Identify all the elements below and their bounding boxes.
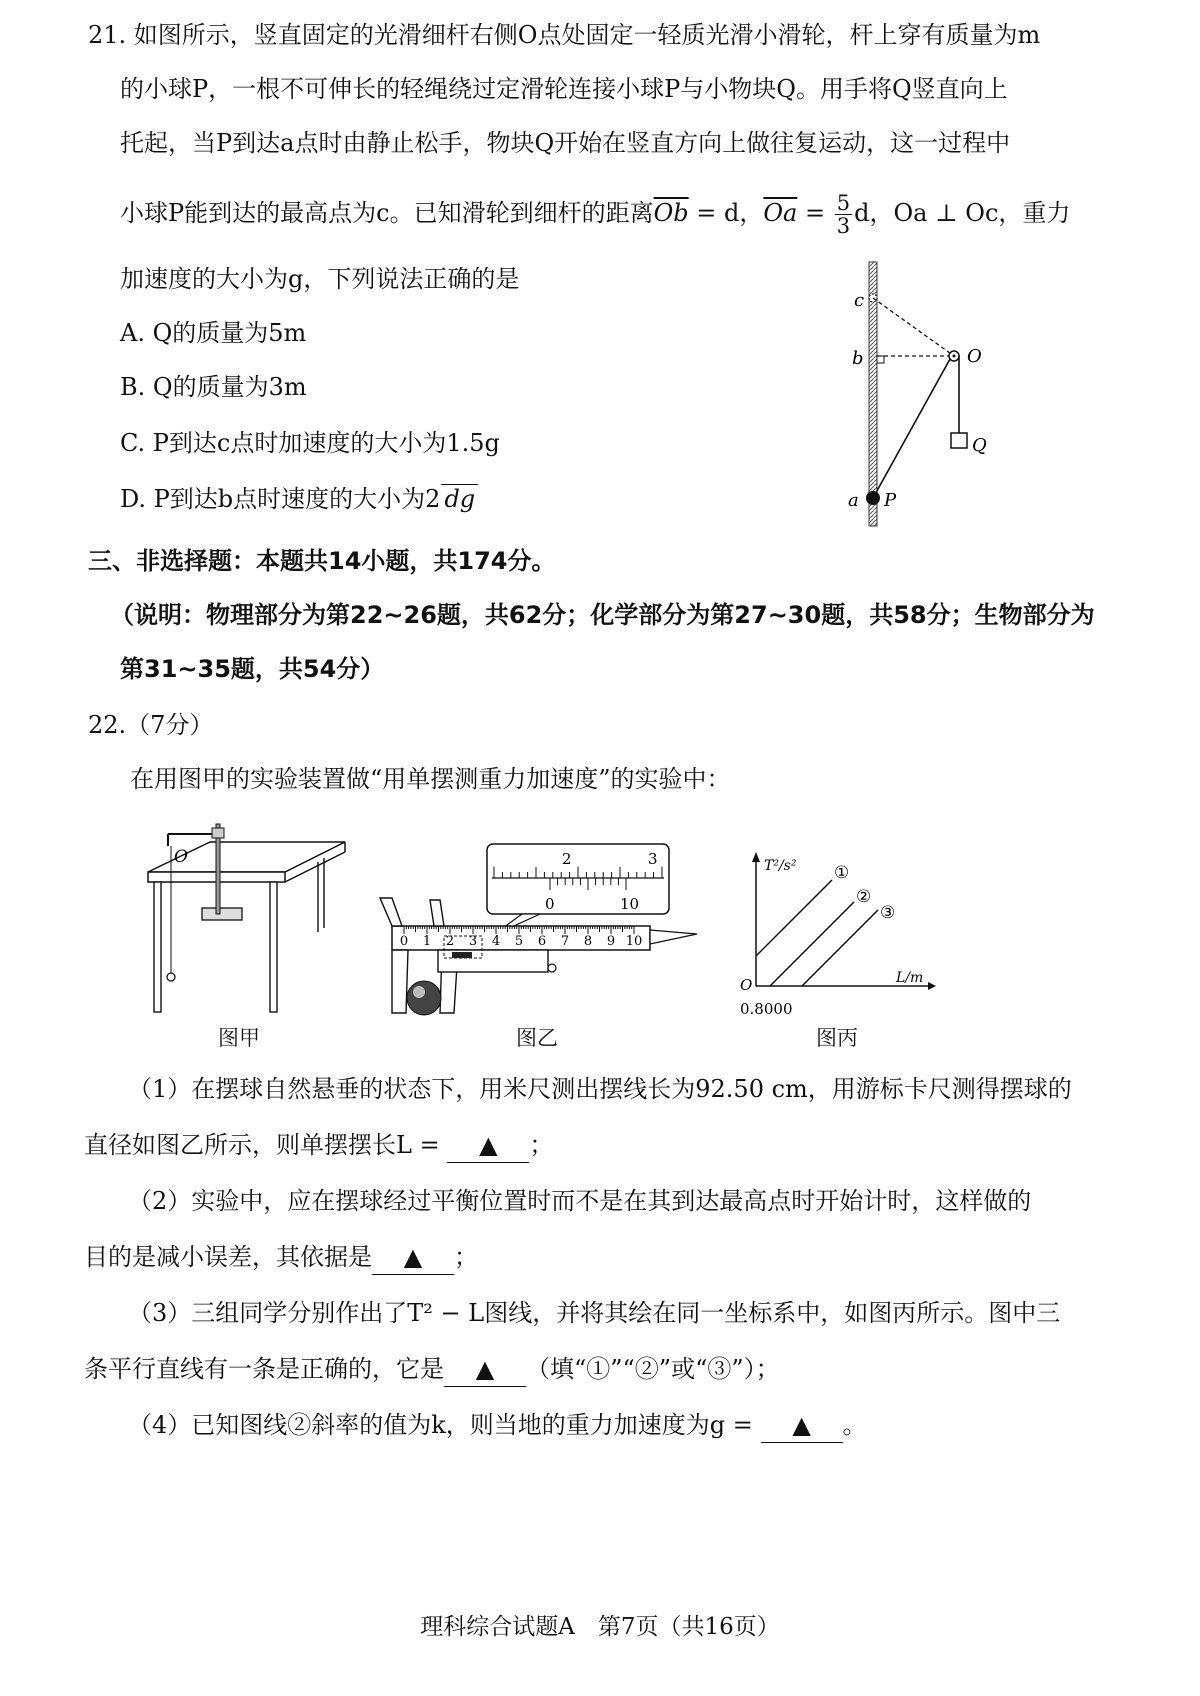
q22-header: 22.（7分）: [88, 711, 214, 739]
q22-part2-end: ；: [454, 1243, 478, 1271]
mag-label-0: 0: [545, 895, 555, 913]
q22-part4: [128, 1408, 867, 1443]
line-3-label: ③: [880, 903, 896, 923]
answer-blank-1[interactable]: ▲: [447, 1128, 529, 1163]
answer-blank-2[interactable]: ▲: [372, 1240, 454, 1275]
q22-part2-line2: [84, 1240, 478, 1275]
graph-line-1: [756, 880, 832, 956]
q21-option-c: C. P到达c点时加速度的大小为1.5g: [120, 429, 500, 457]
q21-figure: [830, 258, 1010, 530]
q22-part4-text: （4）已知图线②斜率的值为k，则当地的重力加速度为g =: [128, 1411, 761, 1439]
mag-label-2: 2: [562, 850, 572, 868]
caption-yi: 图乙: [516, 1026, 558, 1050]
main-scale-label: 3: [468, 934, 478, 949]
label-o-jia: O: [174, 847, 188, 867]
main-scale-label: 6: [537, 934, 547, 949]
rope-op: [873, 359, 950, 498]
graph-line-2: [770, 902, 854, 986]
right-angle-mark: [877, 356, 884, 363]
label-p: P: [884, 490, 897, 511]
q21-option-a: A. Q的质量为5m: [120, 319, 307, 347]
q22-part1-line1: （1）在摆球自然悬垂的状态下，用米尺测出摆线长为92.50 cm，用游标卡尺测得摆球的: [128, 1075, 1072, 1103]
caption-bing: 图丙: [816, 1026, 858, 1050]
ball-p: [866, 491, 880, 505]
caption-jia: 图甲: [218, 1026, 260, 1050]
line-1-label: ①: [834, 863, 850, 883]
main-scale-label: 9: [606, 934, 616, 949]
q21-option-d-text: D. P到达b点时速度的大小为2: [120, 485, 441, 513]
main-scale-label: 7: [560, 934, 570, 949]
q21-line4-a: 小球P能到达的最高点为c。已知滑轮到细杆的距离: [120, 199, 654, 227]
x-mark-label: 0.8000: [740, 1000, 793, 1018]
label-q: Q: [972, 435, 987, 456]
q21-line4-b: d，Oa ⊥ Oc，重力: [854, 199, 1071, 227]
table-leg-right: [270, 882, 277, 1012]
y-axis-label: T²/s²: [764, 858, 797, 874]
pendulum-bob: [167, 973, 175, 981]
graph-line-3: [802, 910, 878, 986]
q21-frac-den: 3: [836, 214, 851, 238]
main-scale-label: 1: [422, 934, 432, 949]
q21-frac-num: 5: [836, 191, 851, 215]
dashed-line-oc: [873, 298, 954, 356]
table-leg-left: [154, 882, 161, 1012]
pulley-axle: [953, 355, 956, 358]
section3-note2: 第31~35题，共54分）: [120, 655, 385, 683]
magnified-view: [487, 844, 669, 914]
label-a: a: [848, 490, 859, 511]
label-b: b: [852, 348, 864, 369]
q21-eq-d: = d，: [688, 199, 764, 227]
q22-part2-text: 目的是减小误差，其依据是: [84, 1243, 372, 1271]
q21-line2: 的小球P，一根不可伸长的轻绳绕过定滑轮连接小球P与小物块Q。用手将Q竖直向上: [120, 75, 1008, 103]
measured-ball: [407, 981, 441, 1015]
main-scale-label: 8: [583, 934, 593, 949]
label-o: O: [967, 346, 982, 367]
q22-part1-text: 直径如图乙所示，则单摆摆长L =: [84, 1131, 448, 1159]
answer-blank-4[interactable]: ▲: [761, 1408, 843, 1443]
q21-line5: 加速度的大小为g，下列说法正确的是: [120, 265, 520, 293]
mag-label-10: 10: [620, 895, 640, 913]
section3-title: 三、非选择题：本题共14小题，共174分。: [88, 547, 556, 575]
upper-jaw-slide: [430, 900, 444, 926]
depth-rod: [650, 930, 697, 944]
upper-jaw-fixed: [380, 898, 402, 926]
figure-bing: [728, 846, 938, 1026]
main-scale-label: 5: [514, 934, 524, 949]
label-c: c: [854, 290, 865, 311]
x-axis-label: L/m: [896, 970, 924, 986]
q21-ob: $\overline{Ob}$: [653, 199, 689, 227]
q22-part3-text: 条平行直线有一条是正确的，它是: [84, 1355, 444, 1383]
q21-eq: =: [797, 199, 833, 227]
section3-note1: （说明：物理部分为第22~26题，共62分；化学部分为第27~30题，共58分；生物部分为: [110, 601, 1095, 629]
block-q: [951, 433, 967, 448]
figure-yi: [372, 838, 702, 1020]
main-scale-label: 10: [625, 934, 643, 949]
line-2-label: ②: [856, 887, 872, 907]
origin-label: O: [740, 976, 753, 994]
main-scale-label: 4: [491, 934, 501, 949]
slider-lock: [452, 952, 472, 958]
q22-part3-hint: （填“①”“②”或“③”）；: [526, 1355, 780, 1383]
q22-part1-end: ；: [529, 1131, 554, 1159]
lower-jaw-fixed: [392, 950, 408, 1013]
main-scale-label: 0: [399, 934, 409, 949]
q21-option-d: [120, 482, 478, 516]
q22-part4-end: 。: [842, 1411, 867, 1439]
q22-part3-line2: [84, 1352, 780, 1387]
figure-jia: [140, 812, 350, 1022]
main-scale-label: 2: [445, 934, 455, 949]
q22-intro: 在用图甲的实验装置做“用单摆测重力加速度”的实验中：: [130, 765, 731, 793]
mag-label-3: 3: [648, 850, 658, 868]
q22-part3-line1: （3）三组同学分别作出了T² − L图线，并将其绘在同一坐标系中，如图丙所示。图中三: [128, 1299, 1061, 1327]
q21-line1: 21. 如图所示，竖直固定的光滑细杆右侧O点处固定一轻质光滑小滑轮，杆上穿有质量为m: [88, 21, 1041, 49]
q21-line3: 托起，当P到达a点时由静止松手，物块Q开始在竖直方向上做往复运动，这一过程中: [120, 129, 1011, 157]
q22-part1-line2: [84, 1128, 553, 1163]
stand-base: [202, 908, 242, 920]
q21-oa: $\overline{Oa}$: [763, 199, 798, 227]
q21-fraction: [835, 192, 852, 237]
q21-line4: [120, 190, 1070, 237]
page-footer: 理科综合试题A 第7页（共16页）: [420, 1614, 780, 1640]
answer-blank-3[interactable]: ▲: [444, 1352, 526, 1387]
q21-option-b: B. Q的质量为3m: [120, 373, 307, 401]
q22-part2-line1: （2）实验中，应在摆球经过平衡位置时而不是在其到达最高点时开始计时，这样做的: [128, 1187, 1032, 1215]
q21-sqrt-dg: dg: [441, 484, 478, 513]
